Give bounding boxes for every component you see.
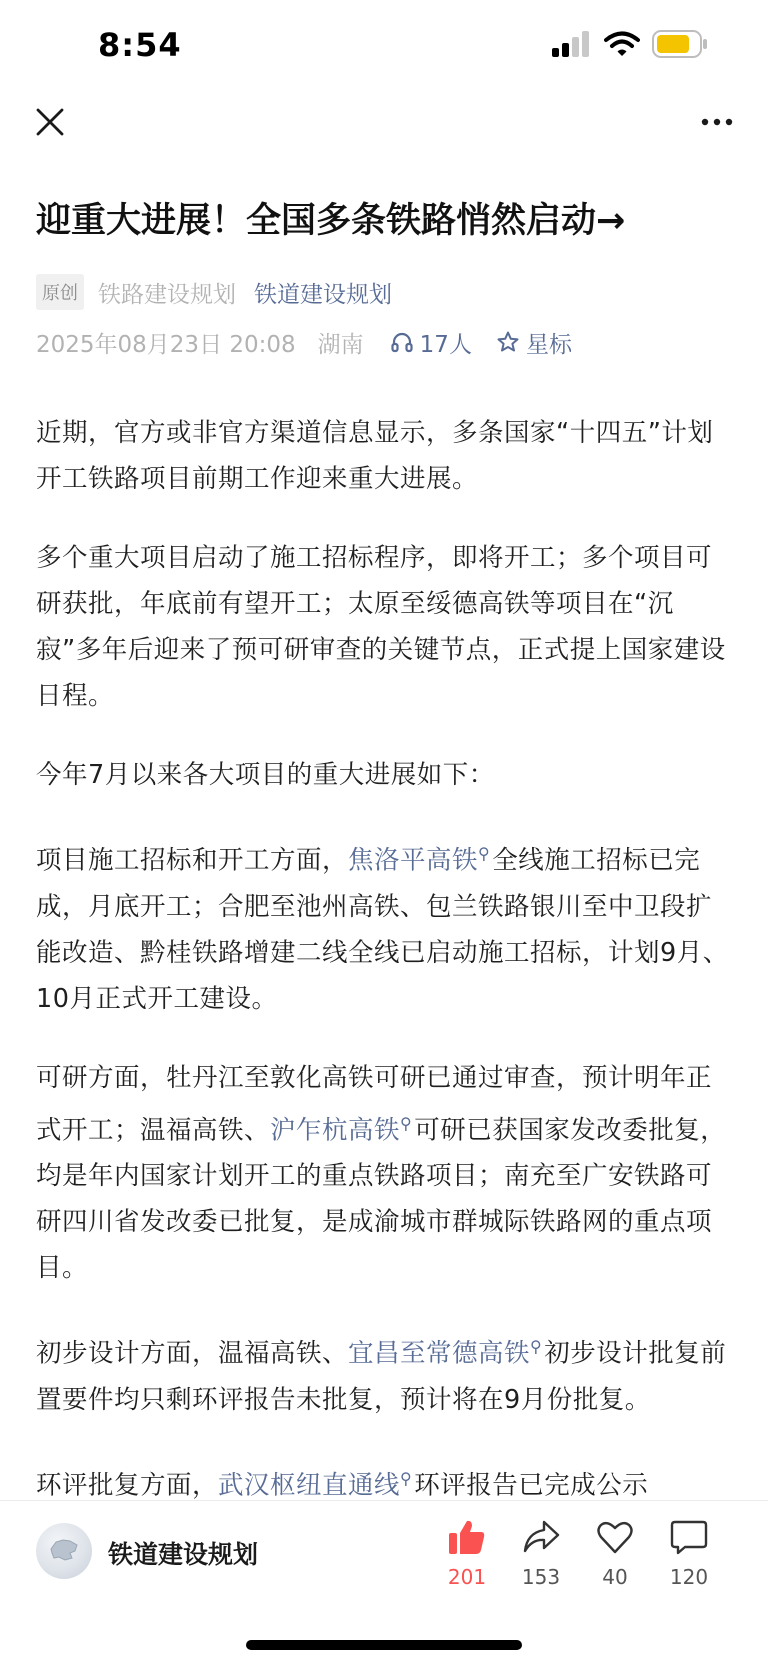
map-icon bbox=[48, 1537, 80, 1563]
listener-count: 17人 bbox=[419, 331, 472, 358]
star-label: 星标 bbox=[525, 331, 572, 358]
article-meta-info bbox=[36, 322, 572, 362]
share-icon bbox=[522, 1519, 560, 1555]
listen-button[interactable] bbox=[390, 326, 472, 359]
status-bar bbox=[0, 0, 768, 92]
status-icons bbox=[552, 30, 708, 58]
bottom-action-bar bbox=[0, 1500, 768, 1663]
original-badge: 原创 bbox=[36, 274, 84, 310]
paragraph-5 bbox=[36, 1055, 736, 1292]
heart-icon bbox=[596, 1519, 634, 1555]
status-time: 8:54 bbox=[98, 26, 182, 64]
like-count: 201 bbox=[447, 1565, 487, 1589]
comment-icon bbox=[670, 1519, 708, 1555]
search-icon[interactable]: ⚲ bbox=[530, 1337, 543, 1356]
account-link[interactable]: 铁道建设规划 bbox=[254, 281, 392, 308]
battery-icon bbox=[652, 30, 708, 58]
article-meta-source bbox=[36, 272, 392, 312]
top-nav bbox=[0, 92, 768, 156]
search-icon[interactable]: ⚲ bbox=[400, 1113, 413, 1133]
paragraph-6 bbox=[36, 1324, 736, 1423]
headphones-icon bbox=[390, 330, 414, 354]
comment-count: 120 bbox=[669, 1565, 709, 1589]
paragraph-7 bbox=[36, 1456, 736, 1503]
share-count: 153 bbox=[521, 1565, 561, 1589]
star-icon bbox=[496, 330, 520, 354]
share-button[interactable] bbox=[506, 1519, 576, 1589]
publish-date: 2025年08月23日 20:08 bbox=[36, 331, 296, 358]
search-icon[interactable]: ⚲ bbox=[400, 1468, 413, 1488]
author-name: 铁路建设规划 bbox=[98, 281, 236, 308]
thumbs-up-icon bbox=[448, 1519, 486, 1555]
home-indicator bbox=[246, 1640, 522, 1650]
paragraph-4-text-a: 项目施工招标和开工方面， bbox=[36, 845, 349, 876]
link-yichang-changde-hsr[interactable]: 宜昌至常德高铁 bbox=[348, 1338, 531, 1369]
wifi-icon bbox=[604, 31, 640, 57]
more-icon[interactable] bbox=[700, 114, 734, 130]
like-button[interactable] bbox=[432, 1519, 502, 1589]
link-jiaoluoping-hsr[interactable]: 焦洛平高铁 bbox=[348, 845, 479, 876]
cellular-signal-icon bbox=[552, 31, 592, 57]
link-wuhan-hub-line[interactable]: 武汉枢纽直通线 bbox=[218, 1470, 401, 1500]
paragraph-7-text-a: 环评批复方面， bbox=[36, 1470, 219, 1500]
article-body bbox=[36, 410, 736, 1502]
paragraph-5-text-a: 可研方面，牡丹江至敦化高铁可研已通过审查，预计明年正式开工；温福高铁、 bbox=[36, 1062, 713, 1145]
paragraph-7-text-b: 环评报告已完成公示 bbox=[414, 1470, 649, 1500]
paragraph-5-text-b: 可研已获国家发改委批复，均是年内国家计划开工的重点铁路项目；南充至广安铁路可研四川省发改委已批复，是成渝城市群城际铁路网的重点项目。 bbox=[36, 1115, 727, 1283]
paragraph-4 bbox=[36, 831, 736, 1022]
star-button[interactable] bbox=[496, 326, 572, 359]
comment-button[interactable] bbox=[654, 1519, 724, 1589]
article-title: 迎重大进展！全国多条铁路悄然启动→ bbox=[36, 201, 626, 241]
paragraph-4-text-b: 全线施工招标已完成，月底开工；合肥至池州高铁、包兰铁路银川至中卫段扩能改造、黔桂铁路增建二线全线已启动施工招标，计划9月、10月正式开工建设。 bbox=[36, 845, 729, 1014]
paragraph-6-text-a: 初步设计方面，温福高铁、 bbox=[36, 1338, 349, 1369]
paragraph-3: 今年7月以来各大项目的重大进展如下： bbox=[36, 760, 495, 790]
favorite-button[interactable] bbox=[580, 1519, 650, 1589]
bottom-account-name[interactable]: 铁道建设规划 bbox=[108, 1540, 259, 1569]
close-icon[interactable] bbox=[34, 106, 66, 138]
paragraph-6-text-b: 初步设计批复前置要件均只剩环评报告未批复，预计将在9月份批复。 bbox=[36, 1338, 727, 1415]
account-avatar[interactable] bbox=[36, 1523, 92, 1579]
search-icon[interactable]: ⚲ bbox=[478, 844, 491, 863]
link-huzhahang-hsr[interactable]: 沪乍杭高铁 bbox=[270, 1115, 401, 1145]
favorite-count: 40 bbox=[602, 1565, 628, 1589]
paragraph-2: 多个重大项目启动了施工招标程序，即将开工；多个项目可研获批，年底前有望开工；太原至绥德高铁等项目在“沉寂”多年后迎来了预可研审查的关键节点，正式提上国家建设日程。 bbox=[36, 543, 726, 711]
publish-location: 湖南 bbox=[317, 331, 364, 358]
paragraph-1: 近期，官方或非官方渠道信息显示，多条国家“十四五”计划开工铁路项目前期工作迎来重大进展。 bbox=[36, 418, 714, 494]
